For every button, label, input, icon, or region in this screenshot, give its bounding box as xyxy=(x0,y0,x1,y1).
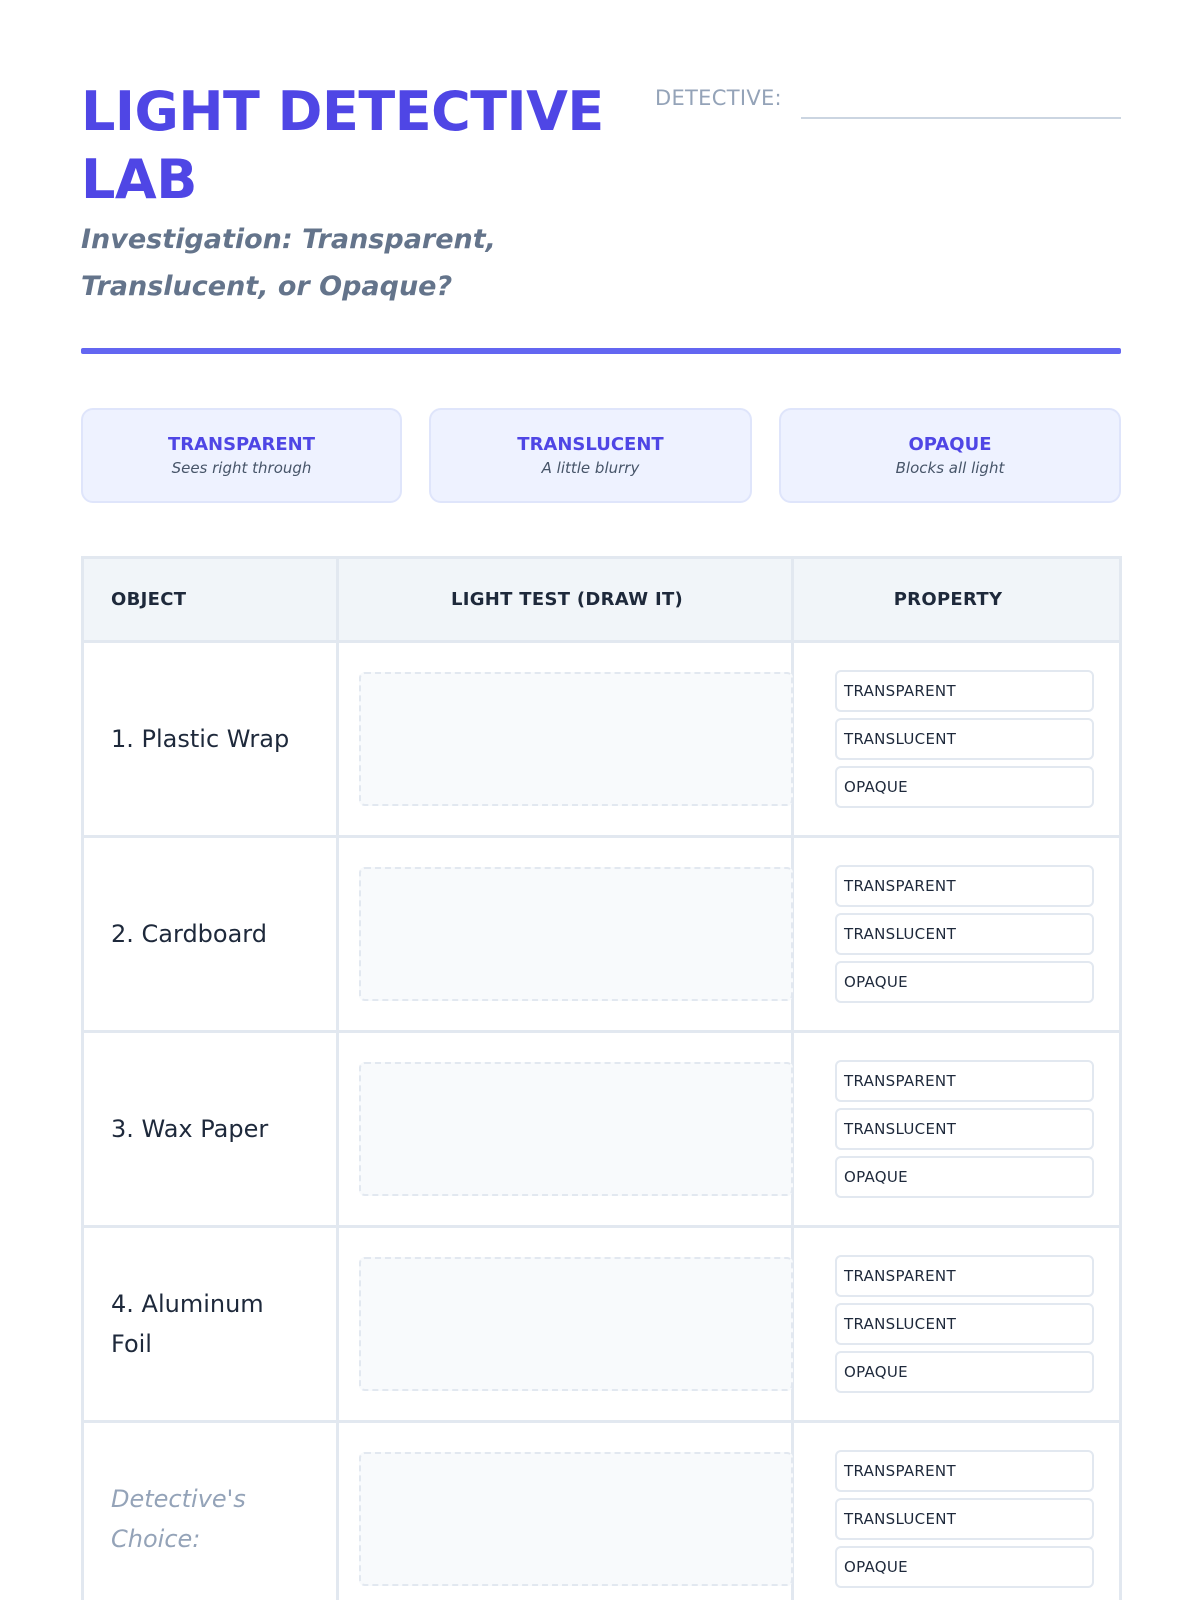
legend-card-translucent xyxy=(429,408,752,503)
legend-description: Blocks all light xyxy=(895,459,1005,477)
legend-name: TRANSLUCENT xyxy=(517,434,664,455)
table-row xyxy=(84,1423,1119,1600)
investigation-table xyxy=(81,556,1122,1600)
option-opaque[interactable]: OPAQUE xyxy=(835,1546,1094,1588)
object-name: 1. Plastic Wrap xyxy=(111,725,290,753)
drawing-box[interactable] xyxy=(359,1062,793,1196)
legend-name: TRANSPARENT xyxy=(167,434,316,455)
option-transparent[interactable]: TRANSPARENT xyxy=(835,1255,1094,1297)
option-translucent[interactable]: TRANSLUCENT xyxy=(835,1108,1094,1150)
drawing-box[interactable] xyxy=(359,1257,793,1391)
option-transparent[interactable]: TRANSPARENT xyxy=(835,1450,1094,1492)
legend-description: Sees right through xyxy=(171,459,312,477)
object-name: 3. Wax Paper xyxy=(111,1115,269,1143)
option-opaque[interactable]: OPAQUE xyxy=(835,961,1094,1003)
detective-label: DETECTIVE: xyxy=(655,86,782,110)
legend-name: OPAQUE xyxy=(908,434,992,455)
table-row xyxy=(84,1033,1119,1228)
object-name-choice: Detective's Choice: xyxy=(111,1485,246,1553)
table-header xyxy=(84,559,1119,643)
option-translucent[interactable]: TRANSLUCENT xyxy=(835,718,1094,760)
option-translucent[interactable]: TRANSLUCENT xyxy=(835,913,1094,955)
legend-card-transparent xyxy=(81,408,402,503)
drawing-box[interactable] xyxy=(359,867,793,1001)
option-translucent[interactable]: TRANSLUCENT xyxy=(835,1498,1094,1540)
legend-description: A little blurry xyxy=(541,459,640,477)
column-header-object: OBJECT xyxy=(111,589,187,610)
object-name: 4. Aluminum Foil xyxy=(111,1290,264,1358)
page-title: LIGHT DETECTIVE LAB xyxy=(81,80,604,211)
option-transparent[interactable]: TRANSPARENT xyxy=(835,865,1094,907)
option-transparent[interactable]: TRANSPARENT xyxy=(835,1060,1094,1102)
page-subtitle: Investigation: Transparent, Translucent, or Opaque? xyxy=(81,224,496,302)
object-name: 2. Cardboard xyxy=(111,920,267,948)
column-header-light-test: LIGHT TEST (DRAW IT) xyxy=(450,589,684,610)
detective-name-line[interactable] xyxy=(801,117,1121,119)
drawing-box[interactable] xyxy=(359,1452,793,1586)
option-translucent[interactable]: TRANSLUCENT xyxy=(835,1303,1094,1345)
column-header-property: PROPERTY xyxy=(893,589,1003,610)
table-row xyxy=(84,643,1119,838)
table-row xyxy=(84,838,1119,1033)
drawing-box[interactable] xyxy=(359,672,793,806)
option-opaque[interactable]: OPAQUE xyxy=(835,1351,1094,1393)
option-opaque[interactable]: OPAQUE xyxy=(835,1156,1094,1198)
legend-card-opaque xyxy=(779,408,1121,503)
option-transparent[interactable]: TRANSPARENT xyxy=(835,670,1094,712)
table-row xyxy=(84,1228,1119,1423)
option-opaque[interactable]: OPAQUE xyxy=(835,766,1094,808)
property-legend xyxy=(81,408,1121,503)
header-divider xyxy=(81,348,1121,354)
